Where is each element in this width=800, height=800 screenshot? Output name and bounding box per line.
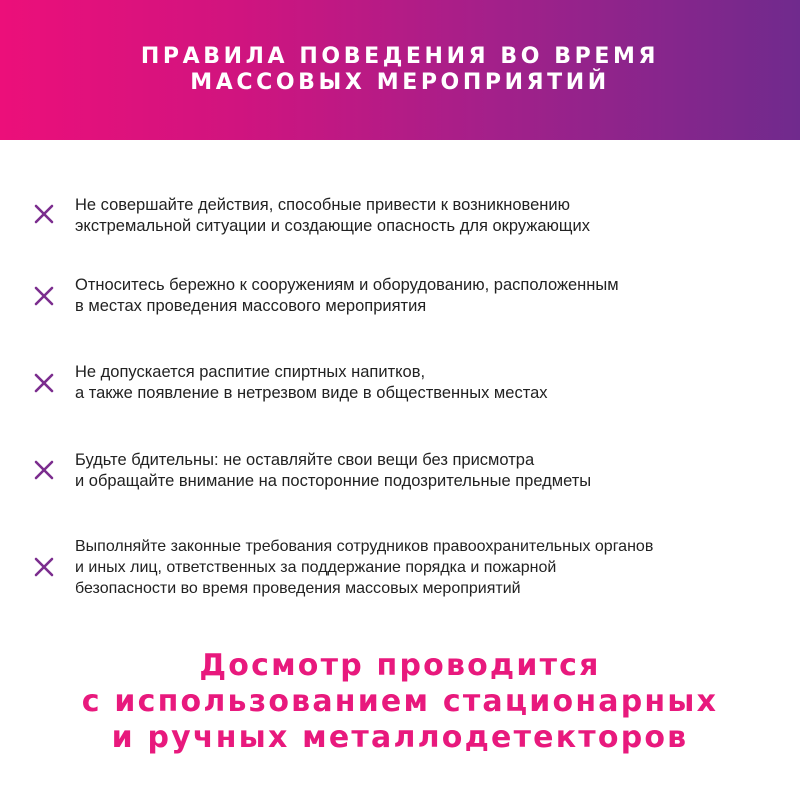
- footer-line-1: Досмотр проводится: [199, 648, 601, 683]
- cross-icon: [32, 458, 56, 482]
- page-title-line-2: МАССОВЫХ МЕРОПРИЯТИЙ: [190, 70, 610, 95]
- cross-icon: [32, 371, 56, 395]
- footer-line-3: и ручных металлодетекторов: [111, 720, 689, 755]
- rule-text-line: и иных лиц, ответственных за поддержание порядка и пожарной: [75, 559, 557, 576]
- rule-text-line: безопасности во время проведения массовых мероприятий: [75, 580, 521, 597]
- rule-text-line: Относитесь бережно к сооружениям и оборудованию, расположенным: [75, 276, 619, 294]
- rule-text: [75, 275, 775, 317]
- rule-text: [75, 195, 775, 237]
- cross-icon: [32, 555, 56, 579]
- rule-text-line: а также появление в нетрезвом виде в общественных местах: [75, 384, 548, 402]
- cross-icon: [32, 284, 56, 308]
- rule-text-line: Выполняйте законные требования сотрудников правоохранительных органов: [75, 538, 654, 555]
- rule-text-line: в местах проведения массового мероприятия: [75, 297, 427, 315]
- rule-text: [75, 536, 775, 599]
- rule-text-line: и обращайте внимание на посторонние подозрительные предметы: [75, 472, 592, 490]
- rule-text-line: Не совершайте действия, способные привести к возникновению: [75, 196, 570, 214]
- rule-text-line: экстремальной ситуации и создающие опасность для окружающих: [75, 217, 590, 235]
- rule-text-line: Будьте бдительны: не оставляйте свои вещи без присмотра: [75, 451, 535, 469]
- rule-text: [75, 450, 775, 492]
- footer-line-2: с использованием стационарных: [81, 684, 719, 719]
- rule-text-line: Не допускается распитие спиртных напитков,: [75, 363, 426, 381]
- rule-text: [75, 362, 775, 404]
- cross-icon: [32, 202, 56, 226]
- page-title-line-1: ПРАВИЛА ПОВЕДЕНИЯ ВО ВРЕМЯ: [140, 44, 660, 69]
- footer-notice: [0, 648, 800, 756]
